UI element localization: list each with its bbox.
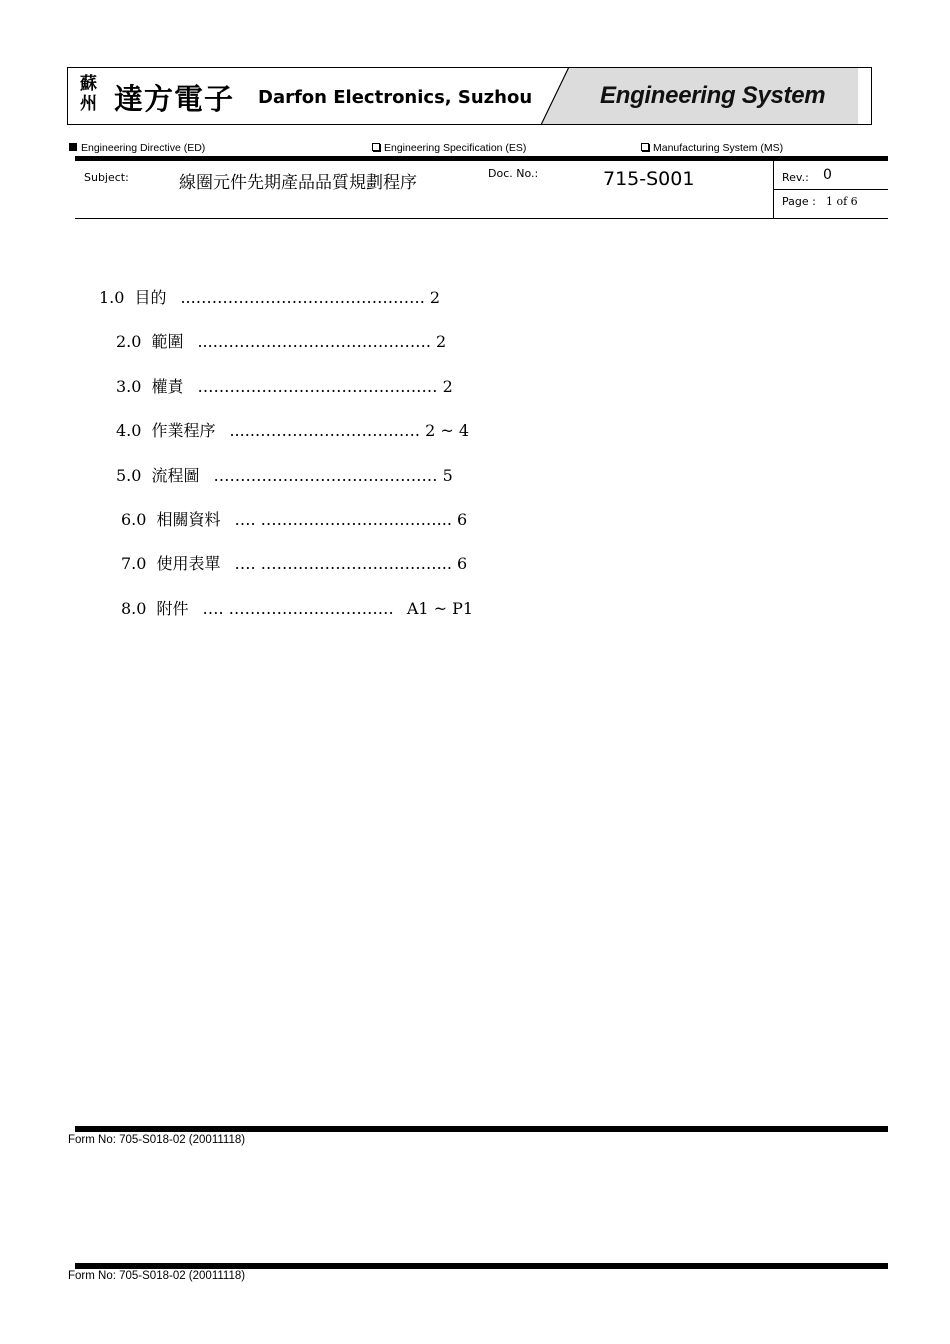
page-value: 1 of 6 xyxy=(826,195,858,208)
toc-leader: …. ……………………………... xyxy=(234,554,452,573)
checkbox-empty-icon xyxy=(641,143,649,151)
toc-item-6 xyxy=(121,507,467,530)
toc-leader: ....…………………………………. xyxy=(197,332,431,351)
toc-page: 6 xyxy=(457,554,468,573)
checkbox-checked-icon xyxy=(69,143,77,151)
toc-item-3 xyxy=(116,374,453,397)
footer-rule-1 xyxy=(75,1126,888,1132)
toc-item-5 xyxy=(116,463,453,486)
footer-rule-2 xyxy=(75,1263,888,1269)
subject-value: 線圈元件先期產品品質規劃程序 xyxy=(179,173,417,193)
subject-label: Subject: xyxy=(84,171,129,184)
page-label: Page : xyxy=(782,195,816,208)
info-bottom-rule xyxy=(75,218,888,219)
toc-leader: …………………………………… xyxy=(213,466,438,485)
doc-type-label: Engineering Directive (ED) xyxy=(81,142,206,154)
doc-type-es xyxy=(372,142,526,154)
toc-leader: .....…………………………. xyxy=(229,421,420,440)
rev-value: 0 xyxy=(823,167,832,183)
toc-leader: …. ……………………………... xyxy=(234,510,452,529)
toc-item-2 xyxy=(116,329,446,352)
toc-num: 6.0 xyxy=(121,510,147,529)
toc-num: 8.0 xyxy=(121,599,147,618)
toc-item-1 xyxy=(99,285,440,308)
toc-title: 流程圖 xyxy=(151,466,200,485)
toc-num: 5.0 xyxy=(116,466,142,485)
toc-item-7 xyxy=(121,551,467,574)
toc-page: 6 xyxy=(457,510,468,529)
toc-title: 範圍 xyxy=(151,332,184,351)
toc-item-4 xyxy=(116,418,469,441)
toc-item-8 xyxy=(121,596,473,619)
logo-company-cn: 達方電子 xyxy=(114,82,235,116)
doc-type-label: Engineering Specification (ES) xyxy=(384,142,527,154)
toc-num: 4.0 xyxy=(116,421,142,440)
toc-leader: …. …………….…………… xyxy=(202,599,394,618)
toc-title: 作業程序 xyxy=(151,421,216,440)
toc-page: 2 ~ 4 xyxy=(425,421,470,440)
logo-suzhou: 蘇州 xyxy=(80,74,97,114)
toc-page: 2 xyxy=(436,332,447,351)
form-number-2: Form No: 705-S018-02 (20011118) xyxy=(68,1270,246,1282)
system-title: Engineering System xyxy=(600,82,826,109)
toc-leader: ...……………………………………. xyxy=(180,288,425,307)
company-banner xyxy=(67,67,872,125)
toc-title: 附件 xyxy=(156,599,189,618)
doc-type-ed xyxy=(69,142,205,154)
toc-page: A1 ~ P1 xyxy=(406,599,474,618)
logo-company-en: Darfon Electronics, Suzhou xyxy=(258,87,533,108)
toc-page: 2 xyxy=(429,288,441,307)
rev-box-separator xyxy=(773,189,888,190)
toc-leader: ……………………………………… xyxy=(197,377,438,396)
form-number-1: Form No: 705-S018-02 (20011118) xyxy=(68,1134,246,1146)
toc-num: 2.0 xyxy=(116,332,142,351)
toc-title: 相關資料 xyxy=(156,510,221,529)
toc-title: 目的 xyxy=(134,288,167,307)
doc-no-value: 715-S001 xyxy=(603,168,695,190)
toc-page: 2 xyxy=(442,377,453,396)
toc-page: 5 xyxy=(442,466,453,485)
rev-label: Rev.: xyxy=(782,171,809,184)
header-divider xyxy=(75,156,888,161)
toc-title: 權責 xyxy=(151,377,184,396)
toc-num: 3.0 xyxy=(116,377,142,396)
rev-box-divider xyxy=(773,161,774,219)
toc-title: 使用表單 xyxy=(156,554,221,573)
toc-num: 7.0 xyxy=(121,554,147,573)
doc-type-label: Manufacturing System (MS) xyxy=(653,142,784,154)
checkbox-empty-icon xyxy=(372,143,380,151)
doc-type-ms xyxy=(641,142,783,154)
doc-no-label: Doc. No.: xyxy=(488,167,539,180)
toc-num: 1.0 xyxy=(99,288,125,307)
